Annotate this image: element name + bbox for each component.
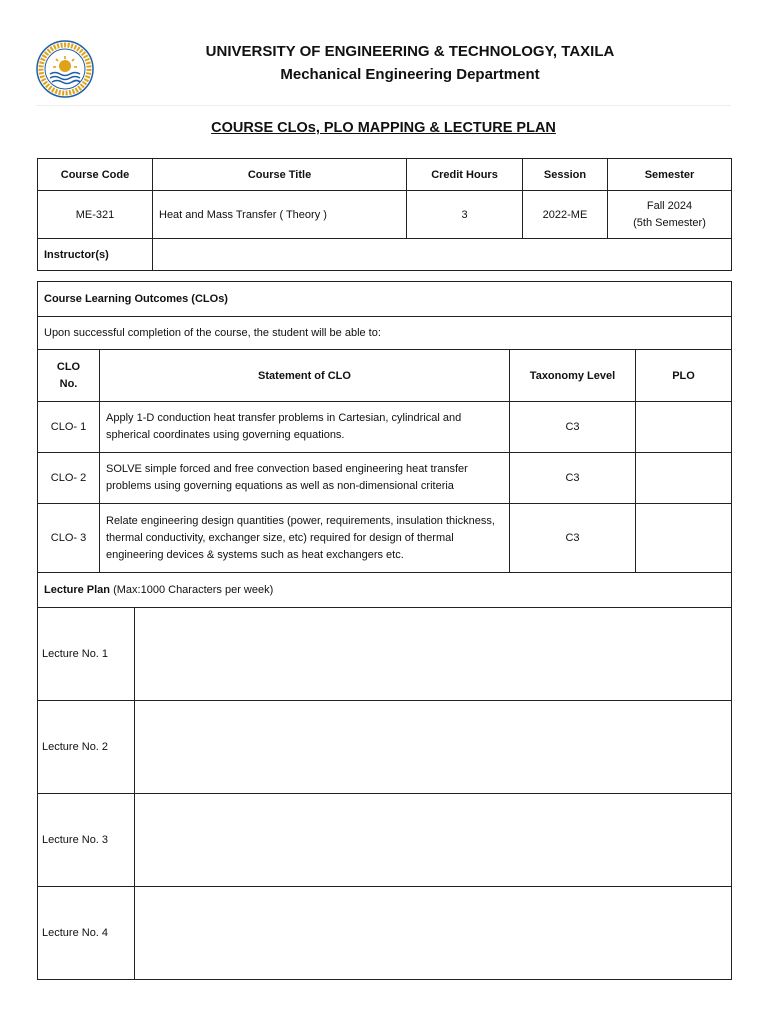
lecture-plan-note: (Max:1000 Characters per week) — [113, 584, 274, 596]
document-title: COURSE CLOs, PLO MAPPING & LECTURE PLAN — [211, 120, 556, 136]
lecture-plan-title-row — [38, 573, 732, 608]
clo-taxonomy: C3 — [510, 453, 636, 504]
clo-section-title: Course Learning Outcomes (CLOs) — [38, 282, 732, 317]
clo-plo[interactable] — [636, 402, 732, 453]
clo-row — [38, 504, 732, 573]
clo-plo[interactable] — [636, 453, 732, 504]
credit-hours-header: Credit Hours — [407, 159, 523, 191]
header-divider — [36, 105, 731, 106]
instructor-label: Instructor(s) — [38, 239, 153, 271]
semester-line-1: Fall 2024 — [646, 199, 693, 212]
semester-line-2: (5th Semester) — [633, 216, 706, 229]
department-name: Mechanical Engineering Department — [280, 66, 540, 83]
clo-no-header — [38, 350, 100, 402]
university-logo — [36, 40, 94, 98]
session-value: 2022-ME — [523, 191, 608, 239]
clo-row — [38, 453, 732, 504]
clo-taxonomy-header: Taxonomy Level — [510, 350, 636, 402]
semester-value — [608, 191, 732, 239]
semester-header: Semester — [608, 159, 732, 191]
lecture-label: Lecture No. 3 — [38, 794, 135, 887]
lecture-content-field[interactable] — [135, 701, 732, 794]
lecture-row — [38, 608, 732, 701]
lecture-row — [38, 887, 732, 980]
credit-hours-value: 3 — [407, 191, 523, 239]
course-title-header: Course Title — [153, 159, 407, 191]
course-title-value: Heat and Mass Transfer ( Theory ) — [153, 191, 407, 239]
clo-number: CLO- 3 — [38, 504, 100, 573]
course-info-table — [37, 158, 732, 271]
lecture-plan-title: Lecture Plan — [44, 584, 111, 596]
lecture-content-field[interactable] — [135, 887, 732, 980]
clo-intro: Upon successful completion of the course, the student will be able to: — [38, 317, 732, 350]
session-header: Session — [523, 159, 608, 191]
instructor-field[interactable] — [153, 239, 732, 271]
lecture-row — [38, 794, 732, 887]
university-name: UNIVERSITY OF ENGINEERING & TECHNOLOGY, TAXILA — [205, 43, 615, 60]
clo-plo[interactable] — [636, 504, 732, 573]
clo-number: CLO- 1 — [38, 402, 100, 453]
lecture-label: Lecture No. 1 — [38, 608, 135, 701]
clo-row — [38, 402, 732, 453]
clo-statement: Apply 1-D conduction heat transfer problems in Cartesian, cylindrical and spherical coordinates using governing equations. — [100, 402, 510, 453]
clo-statement: Relate engineering design quantities (power, requirements, insulation thickness, thermal conductivity, exchanger size, etc) required for design of thermal engineering devices & systems such as heat exchangers etc. — [100, 504, 510, 573]
clo-no-header-line1: CLO — [56, 360, 81, 373]
clo-no-header-line2: No. — [59, 377, 78, 390]
lecture-label: Lecture No. 2 — [38, 701, 135, 794]
clo-taxonomy: C3 — [510, 504, 636, 573]
lecture-content-field[interactable] — [135, 608, 732, 701]
clo-taxonomy: C3 — [510, 402, 636, 453]
lecture-row — [38, 701, 732, 794]
clo-plo-header: PLO — [636, 350, 732, 402]
clo-statement-header: Statement of CLO — [100, 350, 510, 402]
course-code-header: Course Code — [38, 159, 153, 191]
lecture-content-field[interactable] — [135, 794, 732, 887]
clo-number: CLO- 2 — [38, 453, 100, 504]
clo-statement: SOLVE simple forced and free convection based engineering heat transfer problems using governing equations as well as non-dimensional criteria — [100, 453, 510, 504]
lecture-label: Lecture No. 4 — [38, 887, 135, 980]
clo-table — [37, 281, 732, 980]
course-code-value: ME-321 — [38, 191, 153, 239]
